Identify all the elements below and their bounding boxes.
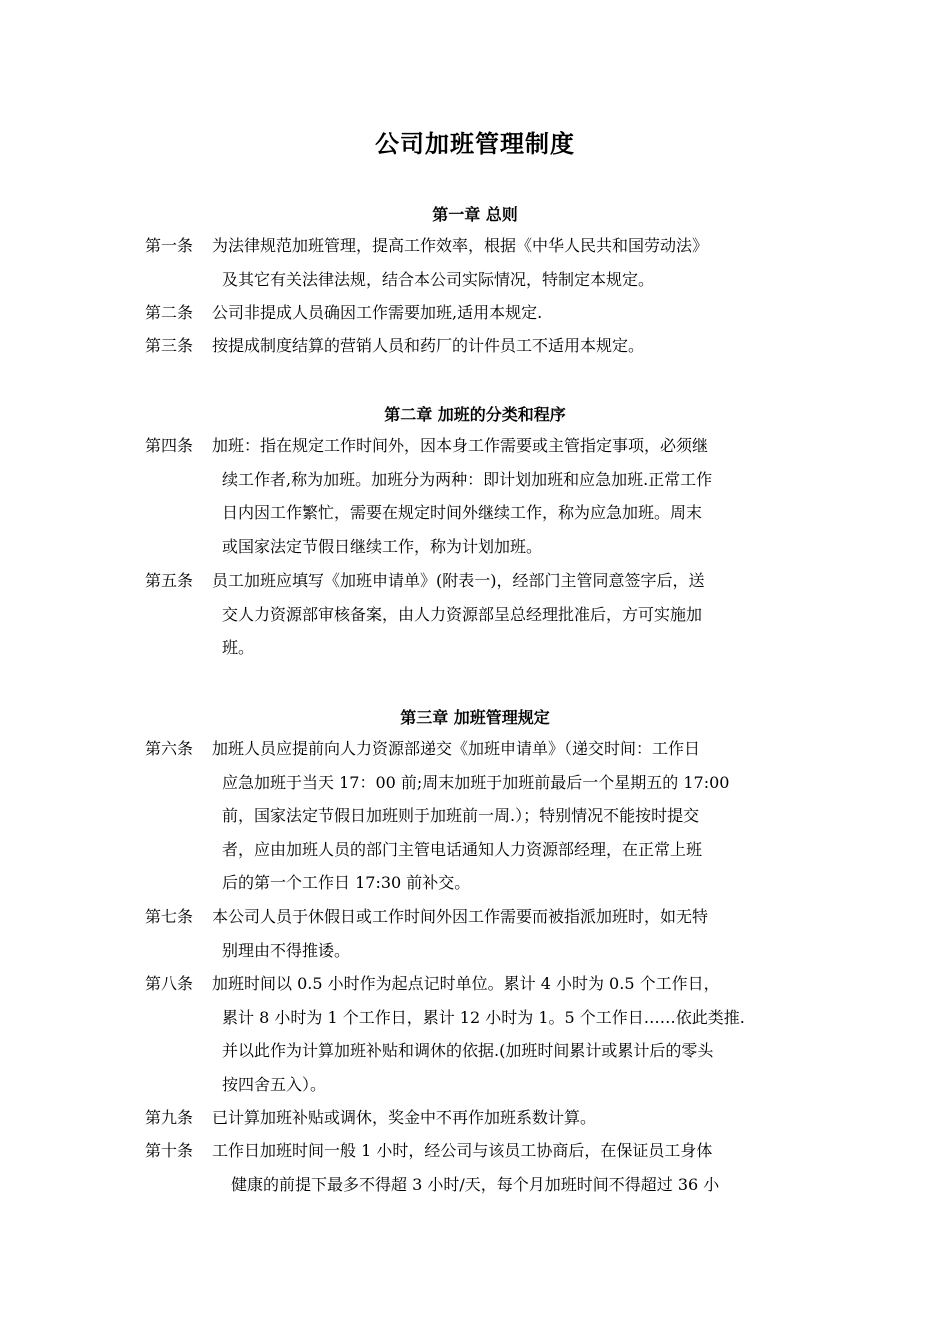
article-9 (145, 1101, 815, 1135)
article-7 (145, 900, 815, 967)
article-number: 第三条 (145, 336, 194, 355)
document-title: 公司加班管理制度 (375, 130, 575, 158)
article-1 (145, 229, 815, 296)
article-text: 加班：指在规定工作时间外，因本身工作需要或主管指定事项，必须继 (212, 436, 709, 455)
article-text: 班。 (222, 638, 255, 657)
article-8 (145, 967, 815, 1101)
article-text: 续工作者,称为加班。加班分为两种：即计划加班和应急加班.正常工作 (222, 469, 713, 489)
article-number: 第十条 (145, 1141, 194, 1160)
article-text: 累计 8 小时为 1 个工作日，累计 12 小时为 1。5 个工作日……依此类推. (222, 1007, 745, 1027)
article-5 (145, 564, 815, 665)
article-text: 别理由不得推诿。 (222, 940, 351, 960)
article-text: 日内因工作繁忙，需要在规定时间外继续工作，称为应急加班。周末 (222, 503, 703, 522)
article-number: 第八条 (145, 974, 194, 993)
article-text: 后的第一个工作日 17:30 前补交。 (222, 873, 471, 892)
article-number: 第一条 (145, 236, 194, 255)
article-text: 加班时间以 0.5 小时作为起点记时单位。累计 4 小时为 0.5 个工作日， (212, 974, 720, 993)
article-text: 按四舍五入）。 (222, 1074, 327, 1094)
article-text: 应急加班于当天 17：00 前;周末加班于加班前最后一个星期五的 17:00 (222, 772, 730, 792)
article-10 (145, 1134, 815, 1201)
article-text: 按提成制度结算的营销人员和药厂的计件员工不适用本规定。 (212, 336, 645, 355)
chapter-heading-3: 第三章 加班管理规定 (400, 708, 550, 727)
article-text: 已计算加班补贴或调休，奖金中不再作加班系数计算。 (212, 1108, 597, 1127)
article-text: 工作日加班时间一般 1 小时，经公司与该员工协商后，在保证员工身体 (212, 1141, 713, 1160)
article-number: 第七条 (145, 907, 194, 926)
article-number: 第二条 (145, 303, 194, 322)
article-text: 及其它有关法律法规，结合本公司实际情况，特制定本规定。 (222, 269, 655, 289)
article-number: 第四条 (145, 436, 194, 455)
article-number: 第五条 (145, 571, 194, 590)
article-text: 员工加班应填写《加班申请单》(附表一)，经部门主管同意签字后，送 (212, 571, 705, 590)
article-4 (145, 429, 815, 563)
article-3 (145, 329, 815, 363)
article-text: 并以此作为计算加班补贴和调休的依据.(加班时间累计或累计后的零头 (222, 1041, 714, 1060)
article-text: 本公司人员于休假日或工作时间外因工作需要而被指派加班时，如无特 (212, 907, 709, 926)
article-text: 前，国家法定节假日加班则于加班前一周.）；特别情况不能按时提交 (222, 806, 700, 825)
article-text: 加班人员应提前向人力资源部递交《加班申请单》（递交时间：工作日 (212, 739, 701, 758)
article-2 (145, 296, 815, 330)
article-text: 公司非提成人员确因工作需要加班,适用本规定. (212, 303, 543, 322)
chapter-heading-1: 第一章 总则 (432, 205, 518, 224)
article-text: 或国家法定节假日继续工作，称为计划加班。 (222, 536, 543, 556)
article-number: 第六条 (145, 739, 194, 758)
chapter-heading-2: 第二章 加班的分类和程序 (384, 405, 566, 424)
article-text: 交人力资源部审核备案，由人力资源部呈总经理批准后，方可实施加 (222, 604, 703, 624)
article-text: 为法律规范加班管理，提高工作效率，根据《中华人民共和国劳动法》 (212, 236, 709, 255)
article-text: 健康的前提下最多不得超 3 小时/天，每个月加班时间不得超过 36 小 (231, 1174, 720, 1194)
article-number: 第九条 (145, 1108, 194, 1127)
article-text: 者，应由加班人员的部门主管电话通知人力资源部经理，在正常上班 (222, 839, 703, 859)
article-6 (145, 732, 815, 900)
